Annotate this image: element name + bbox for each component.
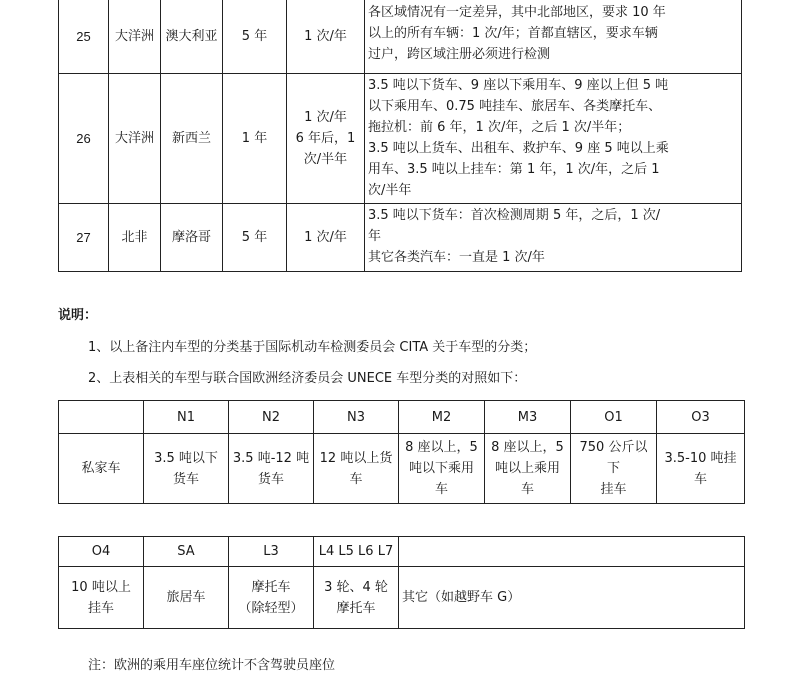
class-header-m3: M3	[485, 401, 571, 434]
class-header-sa: SA	[144, 537, 229, 567]
continent-cell: 大洋洲	[109, 74, 161, 204]
class-header-n2: N2	[229, 401, 314, 434]
class-cell-m2: 8 座以上，5 吨以下乘用 车	[399, 434, 485, 504]
country-inspection-table	[58, 0, 742, 272]
row-label: 私家车	[59, 434, 144, 504]
vehicle-classification-table-1	[58, 400, 745, 504]
class-header-l3: L3	[229, 537, 314, 567]
footnote: 注：欧洲的乘用车座位统计不含驾驶员座位	[88, 658, 336, 673]
class-cell-m3: 8 座以上，5 吨以上乘用 车	[485, 434, 571, 504]
class-cell-other: 其它（如越野车 G）	[399, 567, 745, 629]
class-header-m2: M2	[399, 401, 485, 434]
class-header-n3: N3	[314, 401, 399, 434]
empty-header-cell	[399, 537, 745, 567]
vehicle-classification-table-2	[58, 536, 745, 629]
class-cell-n2: 3.5 吨-12 吨 货车	[229, 434, 314, 504]
interval-cell: 1 次/年	[287, 0, 365, 74]
class-header-o4: O4	[59, 537, 144, 567]
row-number: 27	[59, 204, 109, 272]
row-number: 25	[59, 0, 109, 74]
table-row	[59, 0, 742, 74]
class-cell-o1: 750 公斤以下 挂车	[571, 434, 657, 504]
first-inspection-cell: 1 年	[223, 74, 287, 204]
class-header-o3: O3	[657, 401, 745, 434]
class-header-l4-l7: L4 L5 L6 L7	[314, 537, 399, 567]
class-cell-l4-l7: 3 轮、4 轮 摩托车	[314, 567, 399, 629]
interval-cell: 1 次/年 6 年后，1 次/半年	[287, 74, 365, 204]
first-inspection-cell: 5 年	[223, 204, 287, 272]
class-cell-o3: 3.5-10 吨挂 车	[657, 434, 745, 504]
continent-cell: 北非	[109, 204, 161, 272]
table-row	[59, 204, 742, 272]
class-cell-sa: 旅居车	[144, 567, 229, 629]
class-cell-o4: 10 吨以上 挂车	[59, 567, 144, 629]
continent-cell: 大洋洲	[109, 0, 161, 74]
explanation-item-1: 1、以上备注内车型的分类基于国际机动车检测委员会 CITA 关于车型的分类；	[88, 340, 537, 355]
row-number: 26	[59, 74, 109, 204]
class-cell-n1: 3.5 吨以下 货车	[144, 434, 229, 504]
explanation-item-2: 2、上表相关的车型与联合国欧洲经济委员会 UNECE 车型分类的对照如下：	[88, 371, 527, 386]
class-header-o1: O1	[571, 401, 657, 434]
notes-cell: 3.5 吨以下货车：首次检测周期 5 年，之后，1 次/ 年 其它各类汽车：一直是 1 次/年	[365, 204, 742, 272]
country-cell: 摩洛哥	[161, 204, 223, 272]
explanation-title: 说明：	[58, 308, 98, 323]
header-row	[59, 401, 745, 434]
empty-header-cell	[59, 401, 144, 434]
interval-cell: 1 次/年	[287, 204, 365, 272]
notes-cell: 3.5 吨以下货车、9 座以下乘用车、9 座以上但 5 吨 以下乘用车、0.75 吨挂车、旅居车、各类摩托车、 拖拉机：前 6 年，1 次/年，之后 1 次/半年； 3.5 吨以上货车、出租车、救护车、9 座 5 吨以上乘 用车、3.5 吨以上挂车：第 1 年，1 次/年，之后 1 次/半年	[365, 74, 742, 204]
class-cell-n3: 12 吨以上货 车	[314, 434, 399, 504]
table-row	[59, 74, 742, 204]
class-cell-l3: 摩托车 （除轻型）	[229, 567, 314, 629]
country-cell: 新西兰	[161, 74, 223, 204]
notes-cell: 各区域情况有一定差异，其中北部地区，要求 10 年 以上的所有车辆：1 次/年；首都直辖区，要求车辆 过户，跨区域注册必须进行检测	[365, 0, 742, 74]
country-cell: 澳大利亚	[161, 0, 223, 74]
class-header-n1: N1	[144, 401, 229, 434]
first-inspection-cell: 5 年	[223, 0, 287, 74]
table-row	[59, 567, 745, 629]
table-row	[59, 434, 745, 504]
header-row	[59, 537, 745, 567]
